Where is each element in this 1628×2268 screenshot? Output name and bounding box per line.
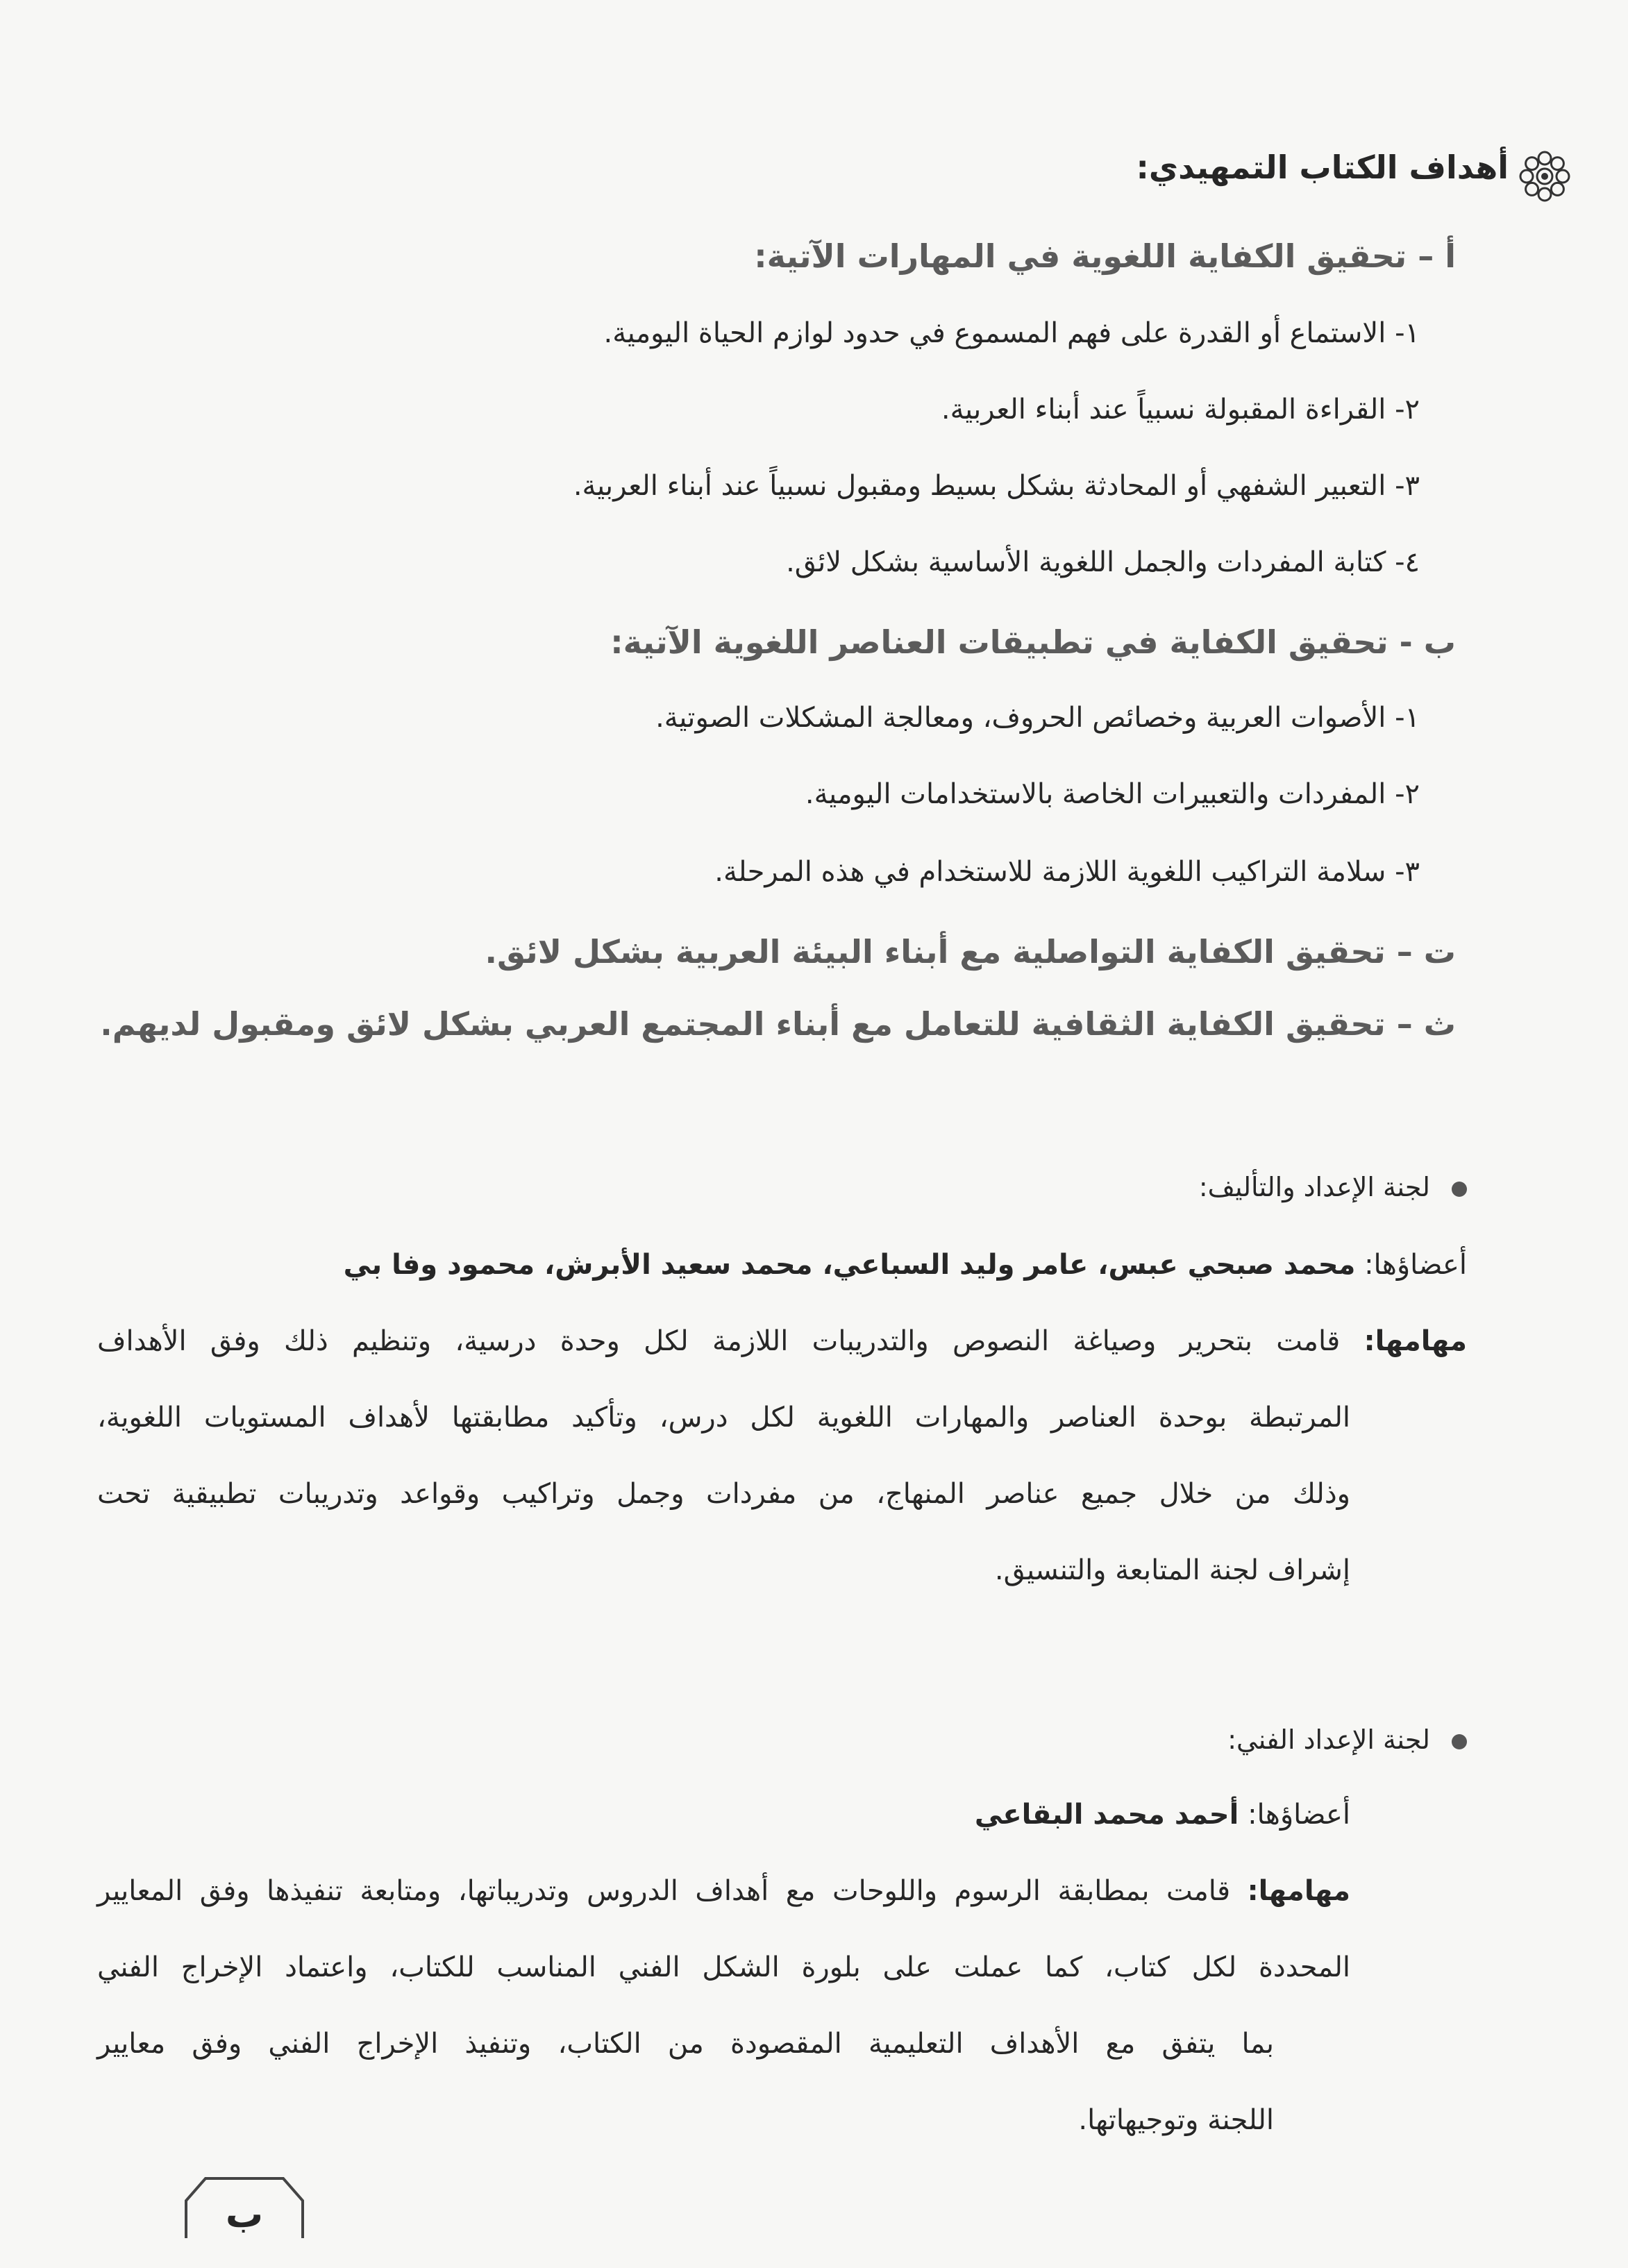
art-tasks-line: بما يتفق مع الأهداف التعليمية المقصودة من الكتاب، وتنفيذ الإخراج الفني وفق معايير	[97, 2028, 1274, 2060]
objective-a-item: ١- الاستماع أو القدرة على فهم المسموع في حدود لوازم الحياة اليومية.	[603, 317, 1420, 349]
objective-b-item: ٣- سلامة التراكيب اللغوية اللازمة للاستخدام في هذه المرحلة.	[714, 856, 1420, 888]
art-tasks-line-1	[97, 1874, 1350, 1908]
art-tasks-line: المحددة لكل كتاب، كما عملت على بلورة الشكل الفني المناسب للكتاب، واعتماد الإخراج الفني	[97, 1951, 1350, 1983]
tasks-text: قامت بمطابقة الرسوم واللوحات مع أهداف الدروس وتدريباتها، ومتابعة تنفيذها وفق المعايير	[97, 1875, 1231, 1907]
authoring-committee-title: لجنة الإعداد والتأليف:	[1198, 1172, 1430, 1202]
tasks-label: مهامها:	[1247, 1875, 1351, 1907]
objective-b-heading: ب - تحقيق الكفاية في تطبيقات العناصر اللغوية الآتية:	[610, 623, 1456, 661]
objective-a-item: ٢- القراءة المقبولة نسبياً عند أبناء العربية.	[941, 394, 1420, 426]
objective-b-item: ٢- المفردات والتعبيرات الخاصة بالاستخدامات اليومية.	[805, 778, 1420, 810]
objective-b-item: ١- الأصوات العربية وخصائص الحروف، ومعالجة المشكلات الصوتية.	[655, 702, 1420, 734]
art-tasks-line: اللجنة وتوجيهاتها.	[1078, 2104, 1274, 2136]
tasks-label: مهامها:	[1363, 1325, 1467, 1357]
objectives-title: أهداف الكتاب التمهيدي:	[1136, 149, 1509, 186]
authoring-tasks-line: المرتبطة بوحدة العناصر والمهارات اللغوية لكل درس، وتأكيد مطابقتها لأهداف المستويات اللغوية،	[97, 1402, 1350, 1434]
tasks-text: قامت بتحرير وصياغة النصوص والتدريبات اللازمة لكل وحدة درسية، وتنظيم ذلك وفق الأهداف	[97, 1325, 1341, 1357]
bullet-icon	[1452, 1734, 1467, 1749]
bullet-icon	[1452, 1182, 1467, 1197]
art-members-row	[97, 1798, 1350, 1831]
page-number: ب	[225, 2192, 264, 2236]
flower-ornament-icon	[1516, 147, 1574, 205]
authoring-tasks-line-1	[97, 1325, 1467, 1358]
members-names: محمد صبحي عبس، عامر وليد السباعي، محمد سعيد الأبرش، محمود وفا بي	[343, 1249, 1356, 1281]
objective-a-item: ٤- كتابة المفردات والجمل اللغوية الأساسية بشكل لائق.	[786, 546, 1420, 578]
authoring-members-row	[97, 1248, 1467, 1282]
authoring-tasks-line: إشراف لجنة المتابعة والتنسيق.	[994, 1554, 1350, 1586]
objective-a-item: ٣- التعبير الشفهي أو المحادثة بشكل بسيط ومقبول نسبياً عند أبناء العربية.	[573, 470, 1420, 502]
authoring-tasks-line: وذلك من خلال جميع عناصر المنهاج، من مفردات وجمل وتراكيب وقواعد وتدريبات تطبيقية تحت	[97, 1478, 1350, 1510]
objective-th-heading: ث – تحقيق الكفاية الثقافية للتعامل مع أبناء المجتمع العربي بشكل لائق ومقبول لديهم.	[100, 1005, 1456, 1043]
art-committee-title: لجنة الإعداد الفني:	[1227, 1724, 1430, 1755]
objective-t-heading: ت – تحقيق الكفاية التواصلية مع أبناء البيئة العربية بشكل لائق.	[485, 933, 1456, 971]
members-label: أعضاؤها:	[1248, 1799, 1350, 1831]
members-names: أحمد محمد البقاعي	[974, 1799, 1239, 1831]
objective-a-heading: أ – تحقيق الكفاية اللغوية في المهارات الآتية:	[754, 237, 1456, 275]
members-label: أعضاؤها:	[1364, 1249, 1467, 1281]
